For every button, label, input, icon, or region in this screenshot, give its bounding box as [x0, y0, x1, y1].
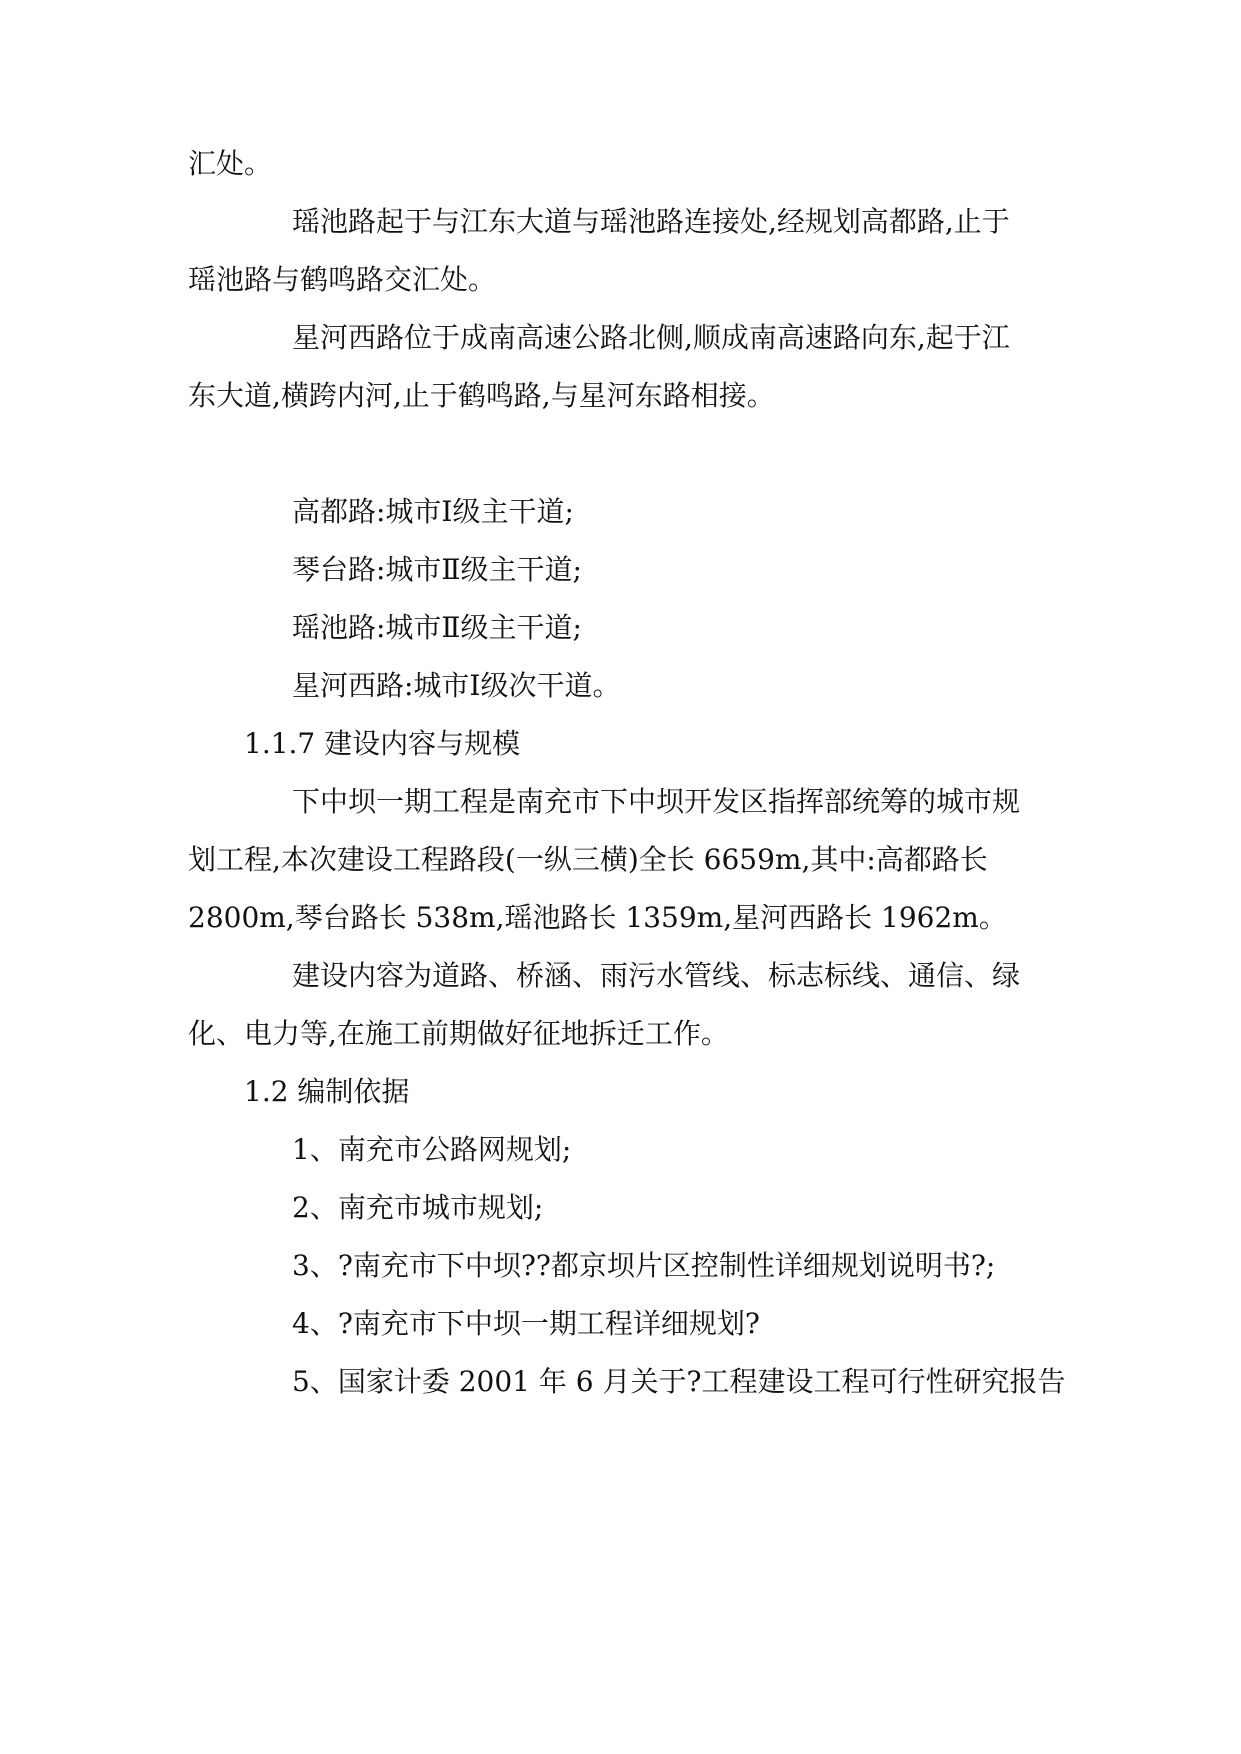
paragraph-xinghe-west-road: 星河西路位于成南高速公路北侧,顺成南高速路向东,起于江: [292, 321, 1010, 354]
road-class-yaochi: 瑶池路:城市Ⅱ级主干道;: [292, 611, 582, 644]
text-line: 化、电力等,在施工前期做好征地拆迁工作。: [188, 1017, 729, 1050]
basis-item-1: 1、南充市公路网规划;: [292, 1133, 572, 1166]
basis-item-5: 5、国家计委 2001 年 6 月关于?工程建设工程可行性研究报告: [292, 1365, 1066, 1398]
paragraph-project-scale: 下中坝一期工程是南充市下中坝开发区指挥部统筹的城市规: [292, 785, 1021, 818]
text-line: 2800m,琴台路长 538m,瑶池路长 1359m,星河西路长 1962m。: [188, 901, 1007, 934]
paragraph-yaochi-road: 瑶池路起于与江东大道与瑶池路连接处,经规划高都路,止于: [292, 205, 1010, 238]
basis-item-2: 2、南充市城市规划;: [292, 1191, 544, 1224]
section-heading-1-1-7: 1.1.7 建设内容与规模: [244, 727, 521, 760]
basis-item-3: 3、?南充市下中坝??都京坝片区控制性详细规划说明书?;: [292, 1249, 996, 1282]
text-line: 东大道,横跨内河,止于鹤鸣路,与星河东路相接。: [188, 379, 775, 412]
text-line: 划工程,本次建设工程路段(一纵三横)全长 6659m,其中:高都路长: [188, 843, 988, 876]
paragraph-construction-content: 建设内容为道路、桥涵、雨污水管线、标志标线、通信、绿: [292, 959, 1021, 992]
text-line: 汇处。: [188, 147, 273, 180]
basis-item-4: 4、?南充市下中坝一期工程详细规划?: [292, 1307, 760, 1340]
road-class-qintai: 琴台路:城市Ⅱ级主干道;: [292, 553, 582, 586]
road-class-gaodu: 高都路:城市Ⅰ级主干道;: [292, 495, 574, 528]
section-heading-1-2: 1.2 编制依据: [244, 1075, 410, 1108]
text-line: 瑶池路与鹤鸣路交汇处。: [188, 263, 497, 296]
road-class-xinghe-west: 星河西路:城市Ⅰ级次干道。: [292, 669, 621, 702]
